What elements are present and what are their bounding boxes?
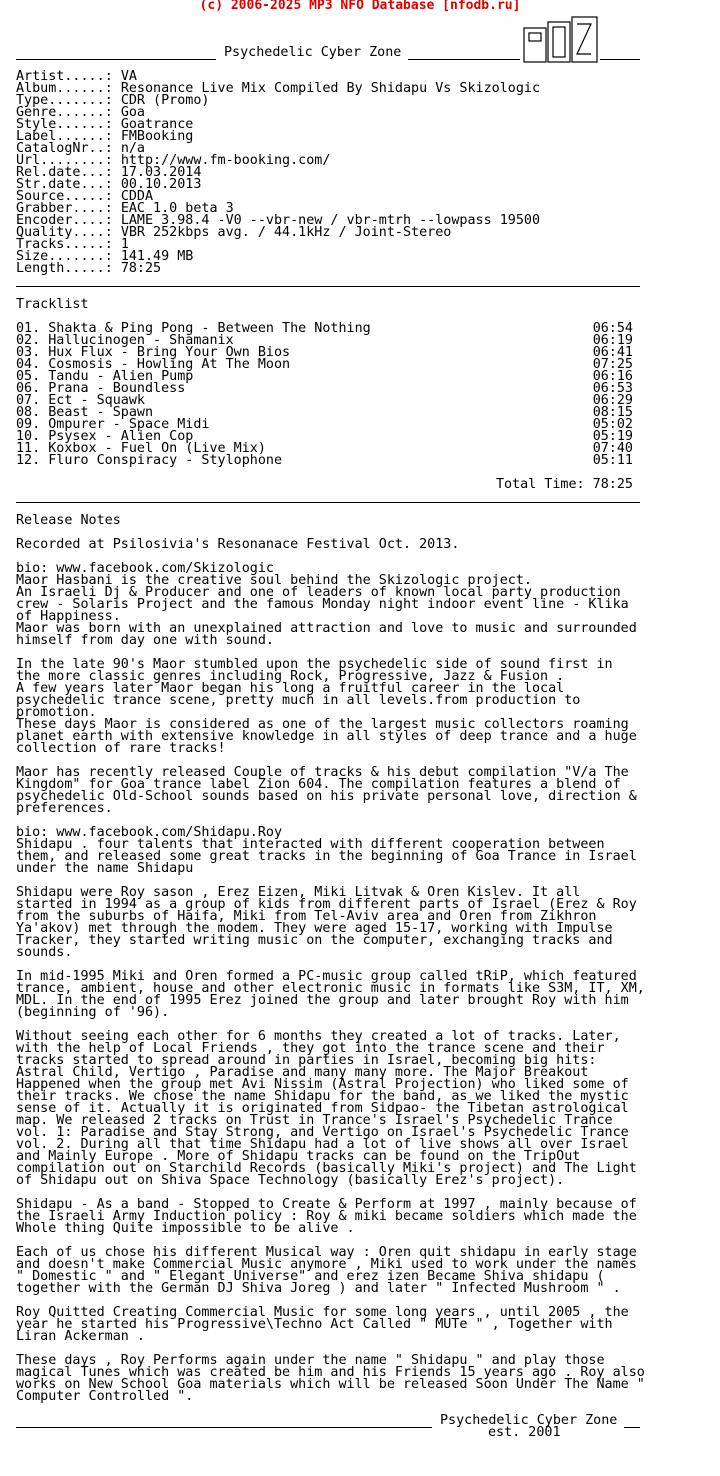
info-row: Str.date...: 00.10.2013: [16, 177, 202, 192]
track-time: 05:11: [592, 453, 633, 468]
track-title: 04. Cosmosis - Howling At The Moon: [16, 357, 291, 372]
track-title: 06. Prana - Boundless: [16, 381, 186, 396]
track-title: 12. Fluro Conspiracy - Stylophone: [16, 453, 283, 468]
info-value: 17.03.2014: [120, 165, 202, 180]
total-time: Total Time: 78:25: [495, 477, 633, 492]
track-title: 08. Beast - Spawn: [16, 405, 154, 420]
release-notes-heading: Release Notes: [16, 513, 121, 528]
track-time: 06:41: [592, 345, 633, 360]
info-row: Label......: FMBooking: [16, 129, 194, 144]
info-value: http://www.fm-booking.com/: [120, 153, 331, 168]
info-value: VBR 252kbps avg. / 44.1kHz / Joint-Stereo: [120, 225, 452, 240]
info-value: LAME 3.98.4 -V0 --vbr-new / vbr-mtrh --lowpass 19500: [120, 213, 541, 228]
header-rule-left: [16, 59, 216, 60]
info-key: Encoder....: [16, 213, 105, 228]
info-row: CatalogNr..: n/a: [16, 141, 145, 156]
track-title: 01. Shakta & Ping Pong - Between The Nothing: [16, 321, 371, 336]
info-key: Tracks.....: [16, 237, 105, 252]
info-row: Size.......: 141.49 MB: [16, 249, 194, 264]
info-row: Source.....: CDDA: [16, 189, 154, 204]
track-time: 06:29: [592, 393, 633, 408]
info-key: Rel.date...: [16, 165, 105, 180]
track-title: 05. Tandu - Alien Pump: [16, 369, 194, 384]
info-value: Goatrance: [120, 117, 194, 132]
track-time: 06:53: [592, 381, 633, 396]
info-key: Album......: [16, 81, 105, 96]
header-rule-tail: [600, 59, 640, 60]
info-row: Url........: http://www.fm-booking.com/: [16, 153, 331, 168]
info-row: Genre......: Goa: [16, 105, 145, 120]
info-key: Quality....: [16, 225, 105, 240]
site-title: (c) 2006-2025 MP3 NFO Database [nfodb.ru]: [199, 0, 521, 13]
divider-2: [16, 502, 640, 503]
info-value: 00.10.2013: [120, 177, 202, 192]
info-row: Album......: Resonance Live Mix Compiled By Shidapu Vs Skizologic: [16, 81, 541, 96]
info-row: Tracks.....: 1: [16, 237, 129, 252]
footer-rule-right: [624, 1427, 640, 1428]
header-rule-right: [408, 59, 520, 60]
release-notes-body: Recorded at Psilosivia's Resonanace Festival Oct. 2013. bio: www.facebook.com/Skizologic Maor Hasbani is the creative soul behind the Skizologic project. An Israeli Dj & Producer and one of leaders of known local party production crew - Solaris Project and the famous Monday night indoor event line - Klika of Happiness. Maor was born with an unexplained attraction and love to music and surrounded himself from day one with sound. In the late 90's Maor stumbled upon the psychedelic side of sound first in the more classic genres including Rock, Progressive, Jazz & Fusion . A few years later Maor began his long a fruitful career in the local psychedelic trance scene, pretty much in all levels.from production to promotion. These days Maor is considered as one of the largest music collectors roaming planet earth with extensive knowledge in all styles of deep trance and a huge collection of rare tracks! Maor has recently released Couple of tracks & his debut compilation "V/a The Kingdom" for Goa trance label Zion 604. The compilation features a blend of psychedelic Old-School sounds based on his private personal love, direction & preferences. bio: www.facebook.com/Shidapu.Roy Shidapu . four talents that interacted with different cooperation between them, and released some great tracks in the beginning of Goa Trance in Israel under the name Shidapu Shidapu were Roy sason , Erez Eizen, Miki Litvak & Oren Kislev. It all started in 1994 as a group of kids from different parts of Israel (Erez & Roy from the suburbs of Haifa, Miki from Tel-Aviv area and Oren from Zikhron Ya'akov) met through the modem. They were aged 15-17, working with Impulse Tracker, they started writing music on the computer, exchanging tracks and sounds. In mid-1995 Miki and Oren formed a PC-music group called tRiP, which featured trance, ambient, house and other electronic music in formats like S3M, IT, XM, MDL. In the end of 1995 Erez joined the group and later brought Roy with him (beginning of '96). Without seeing each other for 6 months they created a lot of tracks. Later, with the help of Local Friends , they got into the trance scene and their tracks started to spread around in parties in Israel, becoming big hits: Astral Child, Vertigo , Paradise and many many more. The Major Breakout Happened when the group met Avi Nissim (Astral Projection) who liked some of their tracks. We chose the name Shidapu for the band, as we liked the mystic sense of it. Actually it is originated from Sidpao- the Tibetan astrological map. We released 2 tracks on Trust in Trance's Israel's Psychedelic Trance vol. 1: Paradise and Stay Strong, and Vertigo on Israel's Psychedelic Trance vol. 2. During all that time Shidapu had a lot of live shows all over Israel and Mainly Europe . More of Shidapu tracks can be found on the TripOut compilation out on Starchild Records (basically Miki's project) and The Light of Shidapu out on Shiva Space Technology (basically Erez's project). Shidapu - As a band - Stopped to Create & Perform at 1997 , mainly because of the Israeli Army Induction policy : Roy & miki became soldiers which made the Whole thing Quite impossible to be alive . Each of us chose his different Musical way : Oren quit shidapu in early stage and doesn't make Commercial Music anymore , Miki used to work under the names " Domestic " and " Elegant Universe" and erez izen Became Shiva shidapu ( together with the German DJ Shiva Joreg ) and later " Infected Mushroom " . Roy Quitted Creating Commercial Music for some long years , until 2005 , the year he started his Progressive\Techno Act Called " MUTe " , Together with Liran Ackerman . These days , Roy Performs again under the name " Shidapu " and play those magical Tunes which was created be him and his Friends 15 years ago . Roy also works on New School Goa materials which will be released Soon Under The Name " Computer Controlled ".: [16, 537, 645, 1404]
tracklist-heading: Tracklist: [16, 297, 89, 312]
pcz-logo: [523, 16, 599, 66]
divider-1: [16, 286, 640, 287]
track-time: 05:02: [592, 417, 633, 432]
track-time: 08:15: [592, 405, 633, 420]
info-key: Length.....: [16, 261, 105, 276]
info-value: EAC 1.0 beta 3: [120, 201, 234, 216]
track-time: 06:16: [592, 369, 633, 384]
info-value: 1: [120, 237, 129, 252]
info-key: Genre......: [16, 105, 105, 120]
track-title: 02. Hallucinogen - Shamanix: [16, 333, 234, 348]
track-time: 07:40: [592, 441, 633, 456]
info-value: Goa: [120, 105, 145, 120]
info-row: Type.......: CDR (Promo): [16, 93, 210, 108]
track-time: 07:25: [592, 357, 633, 372]
info-key: Type.......: [16, 93, 105, 108]
track-row: [16, 455, 633, 467]
info-value: CDDA: [120, 189, 154, 204]
info-value: FMBooking: [120, 129, 194, 144]
info-key: Size.......: [16, 249, 105, 264]
info-value: 78:25: [120, 261, 162, 276]
track-title: 03. Hux Flux - Bring Your Own Bios: [16, 345, 291, 360]
info-row: Grabber....: EAC 1.0 beta 3: [16, 201, 234, 216]
info-key: Source.....: [16, 189, 105, 204]
info-value: VA: [120, 69, 137, 84]
info-key: Str.date...: [16, 177, 105, 192]
info-key: Label......: [16, 129, 105, 144]
track-time: 06:19: [592, 333, 633, 348]
info-value: Resonance Live Mix Compiled By Shidapu Vs Skizologic: [120, 81, 541, 96]
info-row: Quality....: VBR 252kbps avg. / 44.1kHz / Joint-Stereo: [16, 225, 452, 240]
info-value: 141.49 MB: [120, 249, 194, 264]
track-title: 09. Ompurer - Space Midi: [16, 417, 210, 432]
info-row: Style......: Goatrance: [16, 117, 194, 132]
info-value: n/a: [120, 141, 145, 156]
total-time-row: [16, 479, 633, 491]
info-value: CDR (Promo): [120, 93, 210, 108]
footer-group-name: Psychedelic Cyber Zone: [440, 1413, 618, 1428]
info-row: Artist.....: VA: [16, 69, 137, 84]
info-key: Artist.....: [16, 69, 105, 84]
info-key: Style......: [16, 117, 105, 132]
footer-est: est. 2001: [488, 1425, 561, 1440]
track-title: 11. Koxbox - Fuel On (Live Mix): [16, 441, 266, 456]
footer-rule-left: [16, 1427, 432, 1428]
track-time: 05:19: [592, 429, 633, 444]
track-title: 10. Psysex - Alien Cop: [16, 429, 194, 444]
info-key: CatalogNr..: [16, 141, 105, 156]
info-key: Grabber....: [16, 201, 105, 216]
info-key: Url........: [16, 153, 105, 168]
header-group-name: Psychedelic Cyber Zone: [224, 45, 402, 60]
info-row: Encoder....: LAME 3.98.4 -V0 --vbr-new / vbr-mtrh --lowpass 19500: [16, 213, 541, 228]
info-row: Rel.date...: 17.03.2014: [16, 165, 202, 180]
track-time: 06:54: [592, 321, 633, 336]
track-title: 07. Ect - Squawk: [16, 393, 145, 408]
info-row: Length.....: 78:25: [16, 261, 162, 276]
